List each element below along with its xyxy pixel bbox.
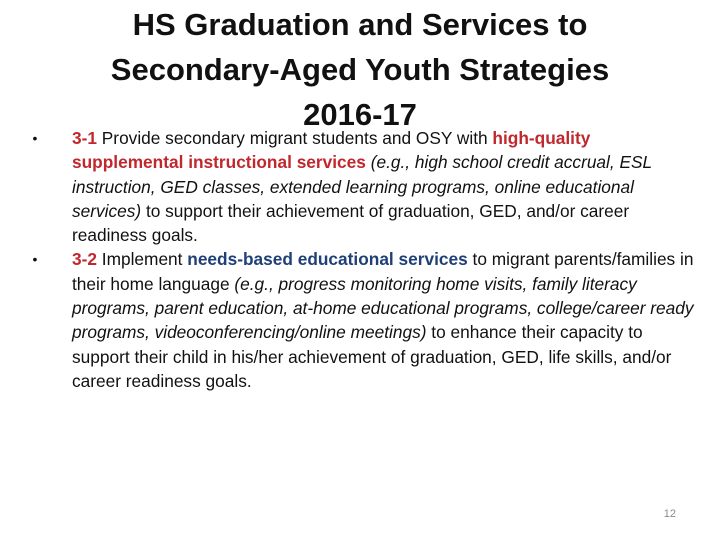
page-number: 12 xyxy=(663,508,676,520)
title-line-3: 2016-17 xyxy=(303,97,417,132)
bullet-dot-icon: • xyxy=(32,130,38,146)
strategy-text: Implement xyxy=(96,249,188,270)
strategy-text: Provide secondary migrant students and OSY with xyxy=(96,128,493,148)
strategy-list xyxy=(28,126,696,393)
slide-title xyxy=(40,2,680,137)
strategy-text: to enhance their capacity to support their child in his/her achievement of graduation, GED, life skills, and/or career readiness goals. xyxy=(72,322,672,391)
strategy-examples: (e.g., high school credit accrual, ESL instruction, GED classes, extended learning programs, online educational services) xyxy=(72,152,652,221)
title-line-2: Secondary-Aged Youth Strategies xyxy=(110,52,610,87)
strategy-number: 3-2 xyxy=(72,249,97,270)
title-line-1: HS Graduation and Services to xyxy=(132,7,588,42)
strategy-number: 3-1 xyxy=(72,128,97,148)
bullet-dot-icon: • xyxy=(32,251,38,268)
strategy-text: to support their achievement of graduation, GED, and/or career readiness goals. xyxy=(72,200,630,246)
strategy-examples: (e.g., progress monitoring home visits, family literacy programs, parent education, at-home educational programs, college/career ready programs, videoconferencing/online meetings) xyxy=(72,273,694,343)
strategy-3-2 xyxy=(28,247,696,393)
strategy-highlight: high-quality supplemental instructional services xyxy=(72,128,591,173)
strategy-highlight: needs-based educational services xyxy=(187,249,468,270)
strategy-text: to migrant parents/families in their home language xyxy=(72,249,694,294)
strategy-3-1 xyxy=(28,126,696,247)
